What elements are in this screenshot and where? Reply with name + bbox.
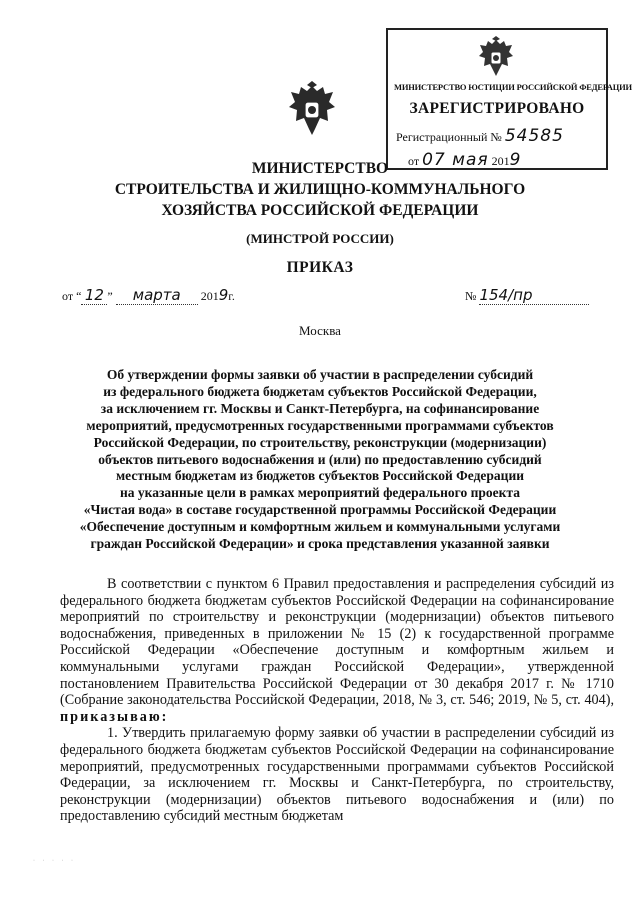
subject-line: «Чистая вода» в составе государственной программы Российской Федерации — [83, 502, 557, 518]
ministry-title-line: ХОЗЯЙСТВА РОССИЙСКОЙ ФЕДЕРАЦИИ — [161, 202, 479, 219]
stamp-regnum-value: 54585 — [504, 126, 564, 146]
order-body — [60, 576, 614, 825]
order-keyword: приказываю: — [60, 708, 169, 725]
order-number — [465, 286, 589, 305]
registration-stamp — [386, 28, 632, 170]
body-paragraph — [60, 725, 614, 825]
order-day: 12 — [81, 286, 107, 305]
stamp-date-value: 07 мая — [422, 150, 489, 170]
order-number-label: № — [465, 289, 477, 303]
subject-line: на указанные цели в рамках мероприятий федерального проекта — [120, 485, 520, 501]
stamp-registration-number — [396, 126, 564, 146]
paragraph-text: В соответствии с пунктом 6 Правил предоставления и распределения субсидий из федерального бюджета бюджетам субъектов Российской Федерации на софинансирование мероприятий по строительству и реконструкции (модернизации) объектов питьевого водоснабжения, приведенных в приложении № 15 (2) к государственной программе Российской Федерации «Обеспечение доступным и комфортным жильем и коммунальными услугами граждан Российской Федерации», утвержденной постановлением Правительства Российской Федерации от 30 декабря 2017 г. № 1710 (Собрание законодательства Российской Федерации, 2018, № 3, ст. 546; 2019, № 5, ст. 404), — [60, 576, 614, 709]
ministry-title-line: СТРОИТЕЛЬСТВА И ЖИЛИЩНО-КОММУНАЛЬНОГО — [114, 181, 526, 198]
subject-line: за исключением гг. Москвы и Санкт-Петербурга, на софинансирование — [100, 400, 540, 416]
coat-of-arms-icon — [476, 36, 516, 80]
paragraph-text: 1. Утвердить прилагаемую форму заявки об участии в распределении субсидий из федерального бюджета бюджетам субъектов Российской Федерации на софинансирование мероприятий, предусмотренных государственными программами субъектов Российской Федерации, за исключением гг. Москвы и Санкт-Петербурга, по строительству, реконструкции (модернизации) объектов питьевого водоснабжения и (или) по предоставлению субсидий местным бюджетам — [60, 725, 614, 825]
coat-of-arms-icon — [286, 80, 338, 140]
city: Москва — [299, 323, 341, 338]
body-paragraph — [60, 576, 614, 725]
stamp-ministry: МИНИСТЕРСТВО ЮСТИЦИИ РОССИЙСКОЙ ФЕДЕРАЦИИ — [394, 82, 632, 92]
stamp-year-prefix: 201 — [491, 154, 510, 168]
order-number-value: 154/пр — [479, 286, 589, 305]
stamp-registered: ЗАРЕГИСТРИРОВАНО — [409, 100, 585, 117]
order-year-suffix-label: г. — [228, 289, 235, 303]
scan-marks: · · · · · — [33, 858, 76, 864]
stamp-year-suffix: 9 — [509, 150, 522, 170]
order-date-prefix: от — [62, 289, 74, 303]
order-subject — [60, 367, 580, 553]
subject-line: местным бюджетам из бюджетов субъектов Российской Федерации — [115, 468, 525, 484]
subject-line: граждан Российской Федерации» и срока представления указанной заявки — [90, 536, 550, 552]
subject-line: Об утверждении формы заявки об участии в распределении субсидий — [106, 367, 534, 382]
stamp-date-prefix: от — [408, 154, 420, 168]
subject-line: объектов питьевого водоснабжения и (или) по предоставлению субсидий — [98, 451, 542, 467]
subject-line: из федерального бюджета бюджетам субъектов Российской Федерации, — [103, 383, 537, 399]
subject-line: Российской Федерации, по строительству, реконструкции (модернизации) — [93, 434, 547, 450]
stamp-regnum-label: Регистрационный № — [396, 130, 502, 144]
order-date: от “ 12 ” марта 2019г. — [62, 286, 235, 304]
order-month: марта — [116, 286, 198, 305]
document-type: ПРИКАЗ — [286, 259, 354, 276]
ministry-title — [0, 158, 640, 221]
subject-line: мероприятий, предусмотренных государственными программами субъектов — [86, 417, 554, 433]
order-year-suffix: 9 — [218, 286, 229, 304]
ministry-title-line: МИНИСТЕРСТВО — [251, 160, 389, 177]
ministry-short-name: (МИНСТРОЙ РОССИИ) — [246, 231, 394, 246]
subject-line: «Обеспечение доступным и комфортным жильем и коммунальными услугами — [79, 519, 561, 535]
order-year-prefix: 201 — [200, 289, 219, 303]
